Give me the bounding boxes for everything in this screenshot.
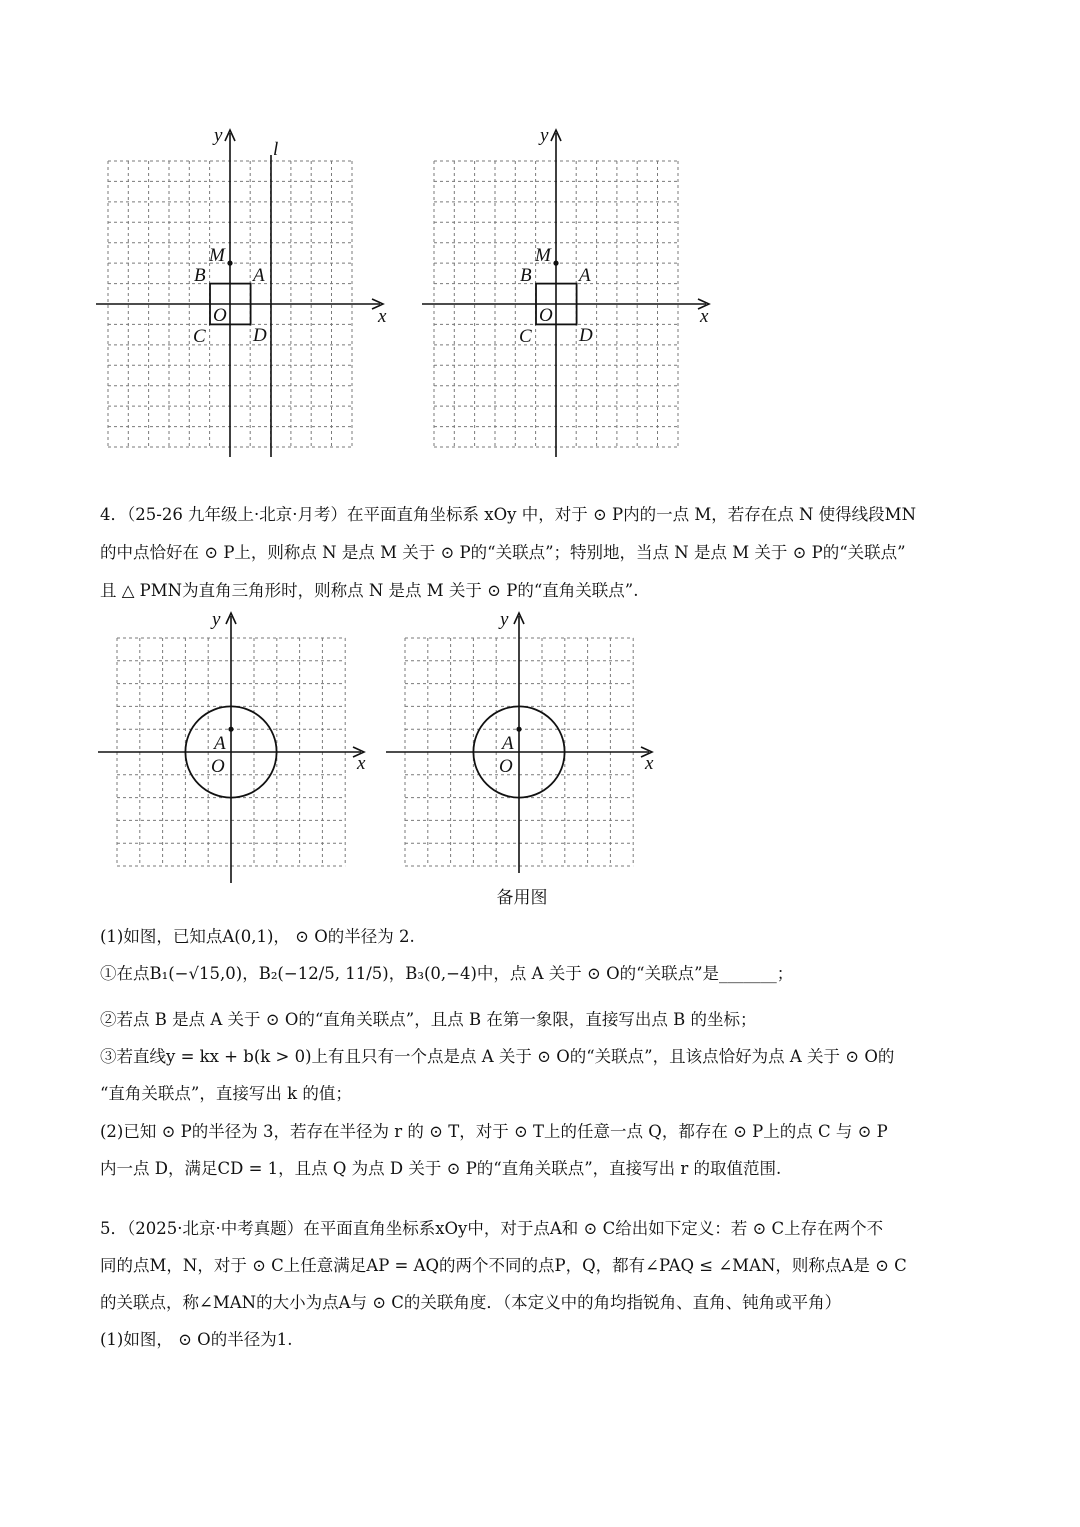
figure-top-left <box>96 125 396 465</box>
label-o: O <box>499 756 513 777</box>
label-m: M <box>535 245 551 266</box>
p4-q1-3a: ③若直线y = kx + b(k > 0)上有且只有一个点是点 A 关于 ⊙ O的“关联点”，且该点恰好为点 A 关于 ⊙ O的 <box>100 1047 895 1066</box>
problem4-line1: 4．（25-26 九年级上·北京·月考）在平面直角坐标系 xOy 中，对于 ⊙ P内的一点 M，若存在点 N 使得线段MN <box>100 505 917 524</box>
label-x: x <box>645 753 654 774</box>
label-y: y <box>540 125 549 146</box>
label-b: B <box>520 265 532 286</box>
p4-q2b: 内一点 D，满足CD = 1，且点 Q 为点 D 关于 ⊙ P的“直角关联点”，直接写出 r 的取值范围. <box>100 1159 782 1178</box>
label-x: x <box>357 753 366 774</box>
label-a: A <box>253 265 265 286</box>
p4-q1-intro: (1)如图，已知点A(0,1)， ⊙ O的半径为 2. <box>100 927 415 946</box>
label-a: A <box>214 733 226 754</box>
label-a: A <box>579 265 591 286</box>
label-y: y <box>500 609 509 630</box>
label-o: O <box>539 305 553 326</box>
label-o: O <box>211 756 225 777</box>
problem5-q1: (1)如图， ⊙ O的半径为1. <box>100 1330 293 1349</box>
label-o: O <box>213 305 227 326</box>
label-c: C <box>193 326 206 347</box>
label-b: B <box>194 265 206 286</box>
coordinate-grid-p4-right <box>386 608 676 888</box>
label-x: x <box>700 306 709 327</box>
label-y: y <box>214 125 223 146</box>
coordinate-grid-top-right <box>422 125 722 465</box>
figure-caption: 备用图 <box>496 888 548 908</box>
p4-q2a: (2)已知 ⊙ P的半径为 3，若存在半径为 r 的 ⊙ T，对于 ⊙ T上的任意一点 Q，都存在 ⊙ P上的点 C 与 ⊙ P <box>100 1122 888 1141</box>
label-c: C <box>519 326 532 347</box>
label-m: M <box>209 245 225 266</box>
label-l: l <box>273 139 279 160</box>
figure-top-right <box>422 125 722 465</box>
label-d: D <box>579 325 593 346</box>
figure-p4-left <box>98 608 388 888</box>
p4-q1-3b: “直角关联点”，直接写出 k 的值； <box>100 1084 352 1103</box>
point-a <box>228 727 233 732</box>
problem5-line2: 同的点M，N，对于 ⊙ C上任意满足AP = AQ的两个不同的点P，Q，都有∠PAQ ≤ ∠MAN，则称点A是 ⊙ C <box>100 1256 907 1275</box>
figure-p4-right <box>386 608 676 888</box>
p4-q1-1: ①在点B₁(−√15,0)，B₂(−12/5, 11/5)，B₃(0,−4)中，点 A 关于 ⊙ O的“关联点”是_______； <box>100 964 794 983</box>
p4-q1-2: ②若点 B 是点 A 关于 ⊙ O的“直角关联点”，且点 B 在第一象限，直接写出点 B 的坐标； <box>100 1010 757 1029</box>
label-a: A <box>502 733 514 754</box>
label-d: D <box>253 325 267 346</box>
label-x: x <box>378 306 387 327</box>
point-m <box>227 261 232 266</box>
problem4-line3: 且 △ PMN为直角三角形时，则称点 N 是点 M 关于 ⊙ P的“直角关联点”. <box>100 581 639 600</box>
problem5-line3: 的关联点，称∠MAN的大小为点A与 ⊙ C的关联角度．（本定义中的角均指锐角、直角、钝角或平角） <box>100 1293 842 1312</box>
coordinate-grid-top-left <box>96 125 396 465</box>
problem4-line2: 的中点恰好在 ⊙ P上，则称点 N 是点 M 关于 ⊙ P的“关联点”；特别地，当点 N 是点 M 关于 ⊙ P的“关联点” <box>100 543 906 562</box>
point-a <box>516 727 521 732</box>
label-y: y <box>212 609 221 630</box>
coordinate-grid-p4-left <box>98 608 388 888</box>
point-m <box>553 261 558 266</box>
problem5-line1: 5．（2025·北京·中考真题）在平面直角坐标系xOy中，对于点A和 ⊙ C给出如下定义：若 ⊙ C上存在两个不 <box>100 1219 884 1238</box>
